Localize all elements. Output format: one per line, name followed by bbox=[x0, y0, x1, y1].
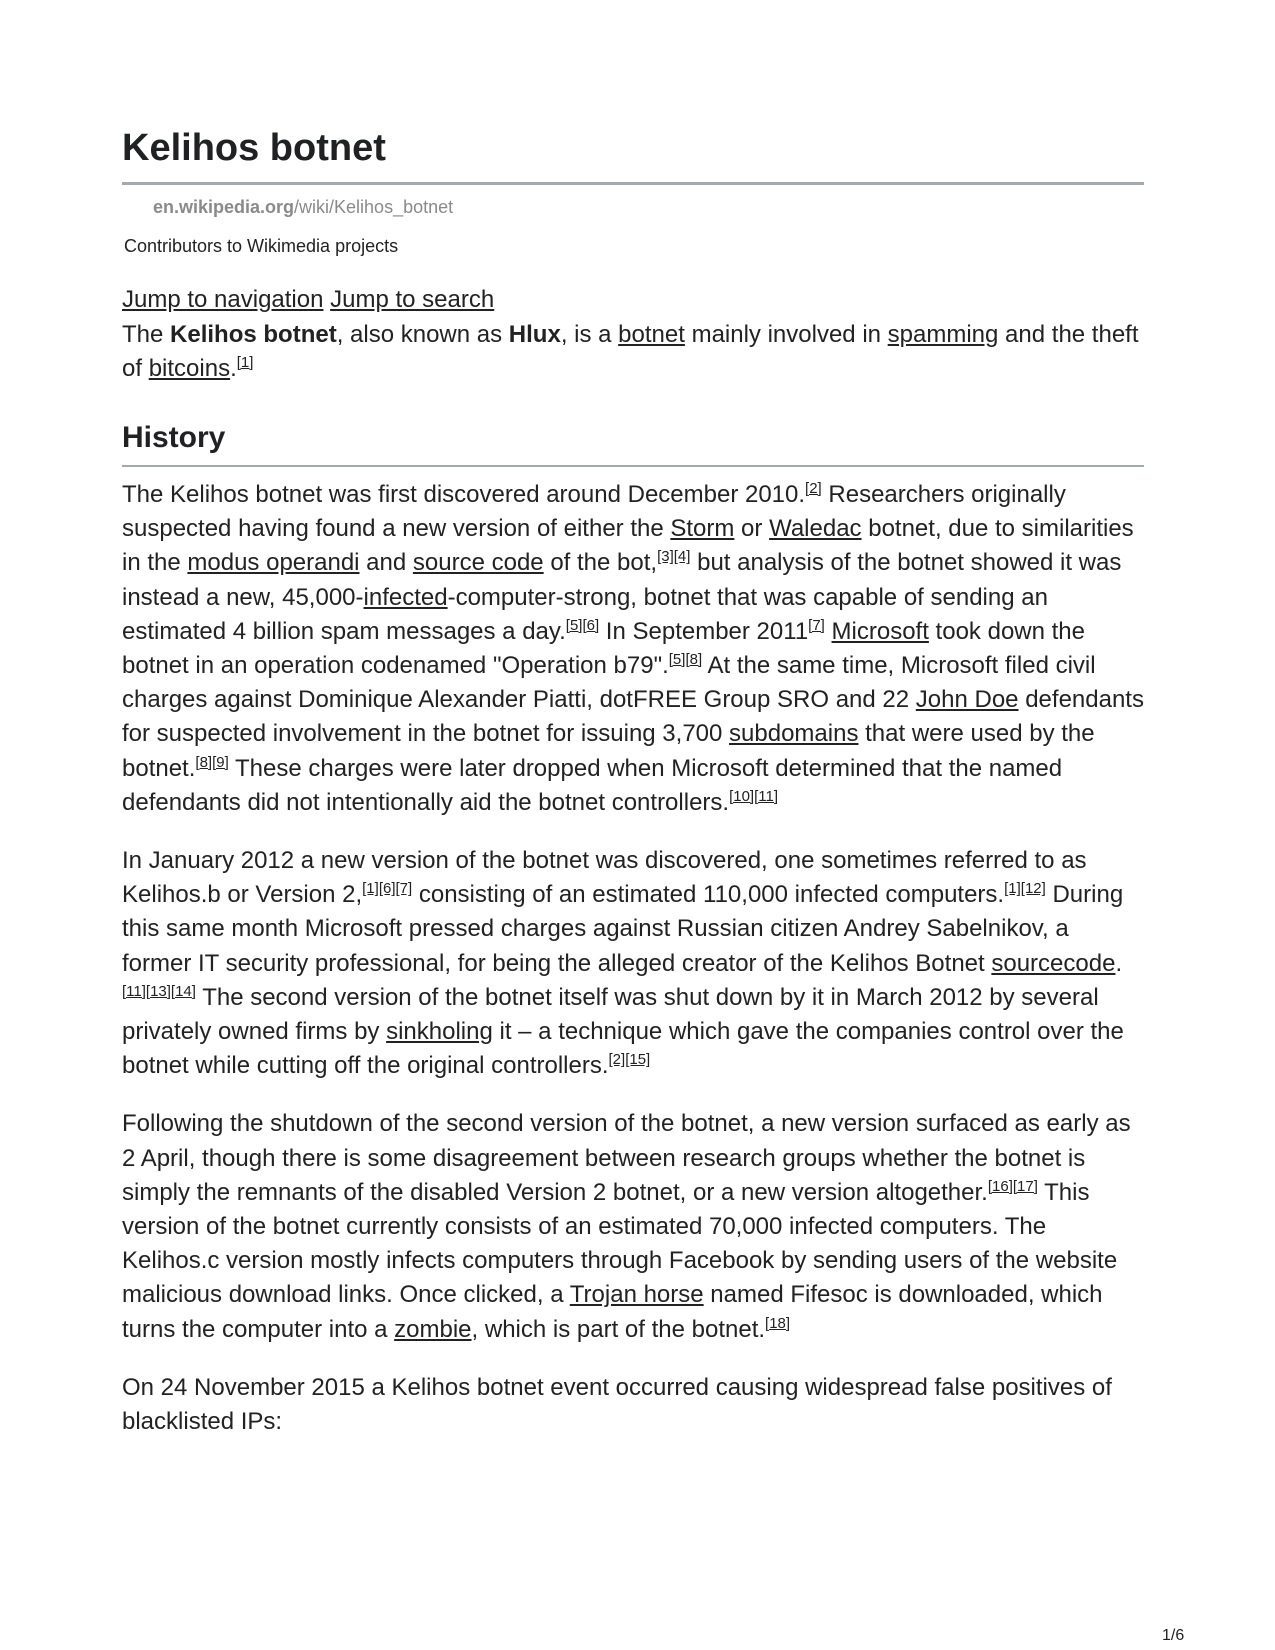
page-title: Kelihos botnet bbox=[122, 127, 386, 169]
link-john-doe[interactable]: John Doe bbox=[915, 686, 1019, 714]
text: . bbox=[230, 355, 237, 382]
history-section bbox=[122, 478, 1144, 1463]
link-modus-operandi[interactable]: modus operandi bbox=[187, 549, 360, 577]
link-sinkholing[interactable]: sinkholing bbox=[386, 1018, 493, 1046]
text: , also known as bbox=[336, 321, 509, 348]
history-paragraph-4 bbox=[122, 1371, 1144, 1439]
source-url bbox=[153, 196, 453, 218]
source-domain: en.wikipedia.org bbox=[153, 197, 295, 217]
text: and the theft of bbox=[122, 321, 1139, 382]
citation-link[interactable]: [5][8] bbox=[668, 651, 703, 669]
history-paragraph-1 bbox=[122, 478, 1144, 820]
text: These charges were later dropped when Microsoft determined that the named defendants did not intentionally aid the botnet controllers. bbox=[122, 754, 1063, 816]
text: The second version of the botnet itself was shut down by it in March 2012 by several privately owned firms by bbox=[122, 983, 1099, 1046]
title-divider bbox=[122, 182, 1144, 185]
history-paragraph-2 bbox=[122, 844, 1144, 1083]
link-infected[interactable]: infected bbox=[363, 583, 448, 611]
citation-link[interactable]: [16][17] bbox=[987, 1177, 1038, 1195]
text: botnet, due to similarities in the bbox=[122, 515, 1134, 577]
history-divider bbox=[122, 465, 1144, 467]
citation-link[interactable]: [7] bbox=[808, 616, 825, 634]
link-botnet[interactable]: botnet bbox=[618, 321, 685, 348]
text: In January 2012 a new version of the botnet was discovered, one sometimes referred to as Kelihos.b or Version 2, bbox=[122, 847, 1087, 909]
text bbox=[825, 618, 832, 645]
text: The Kelihos botnet was first discovered around December 2010. bbox=[122, 481, 806, 508]
link-bitcoins[interactable]: bitcoins bbox=[148, 355, 231, 382]
citation-link[interactable]: [11][13][14] bbox=[122, 982, 196, 1000]
citation-link[interactable]: [8][9] bbox=[195, 753, 229, 771]
link-waledac[interactable]: Waledac bbox=[769, 515, 862, 543]
bold-term: Hlux bbox=[508, 321, 561, 348]
link-subdomains[interactable]: subdomains bbox=[729, 720, 859, 748]
text: mainly involved in bbox=[684, 321, 888, 348]
citation-link[interactable]: [1][6][7] bbox=[362, 880, 413, 898]
text: . bbox=[1115, 949, 1123, 977]
citation-link[interactable]: [1] bbox=[236, 354, 254, 371]
text: In September 2011 bbox=[599, 617, 809, 645]
text: On 24 November 2015 a Kelihos botnet event occurred causing widespread false positives of blacklisted IPs: bbox=[122, 1373, 1112, 1436]
text: During this same month Microsoft pressed charges against Russian citizen Andrey Sabelnikov, a former IT security professional, for being the alleged creator of the Kelihos Botnet bbox=[122, 881, 1124, 977]
link-sourcecode[interactable]: sourcecode bbox=[991, 949, 1116, 977]
text: but analysis of the botnet showed it was instead a new, 45,000- bbox=[122, 549, 1122, 611]
bold-term: Kelihos botnet bbox=[170, 321, 337, 348]
text: Researchers originally suspected having found a new version of either the bbox=[122, 481, 1066, 543]
jump-to-navigation-link[interactable]: Jump to navigation bbox=[122, 286, 324, 313]
history-paragraph-3 bbox=[122, 1107, 1144, 1346]
link-storm[interactable]: Storm bbox=[670, 515, 735, 543]
text: , is a bbox=[560, 321, 619, 348]
citation-link[interactable]: [3][4] bbox=[657, 548, 691, 566]
link-spamming[interactable]: spamming bbox=[887, 321, 999, 348]
text: This version of the botnet currently consists of an estimated 70,000 infected computers. The Kelihos.c version mostly infects computers through Facebook by sending users of the website malicious download links. Once clicked, a bbox=[122, 1178, 1118, 1309]
jump-links bbox=[122, 284, 494, 316]
source-path: /wiki/Kelihos_botnet bbox=[294, 197, 454, 217]
text: At the same time, Microsoft filed civil charges against Dominique Alexander Piatti, dotFREE Group SRO and 22 bbox=[122, 652, 1096, 714]
text: that were used by the botnet. bbox=[122, 720, 1095, 782]
citation-link[interactable]: [2][15] bbox=[608, 1051, 651, 1069]
text: consisting of an estimated 110,000 infected computers. bbox=[412, 881, 1005, 909]
text: -computer-strong, botnet that was capable of sending an estimated 4 billion spam messages a day. bbox=[122, 583, 1048, 645]
text: or bbox=[734, 515, 770, 543]
text: it – a technique which gave the companies control over the botnet while cutting off the original controllers. bbox=[122, 1018, 1124, 1080]
text: , which is part of the botnet. bbox=[471, 1315, 766, 1343]
text: Following the shutdown of the second version of the botnet, a new version surfaced as early as 2 April, though there is some disagreement between research groups whether the botnet is simply the remnants of the disabled Version 2 botnet, or a new version altogether. bbox=[122, 1110, 1131, 1206]
page-number: 1/6 bbox=[1162, 1627, 1185, 1644]
history-heading: History bbox=[122, 421, 226, 454]
link-microsoft[interactable]: Microsoft bbox=[831, 617, 929, 645]
text: of the bot, bbox=[543, 549, 658, 577]
contributors-line: Contributors to Wikimedia projects bbox=[124, 236, 399, 256]
citation-link[interactable]: [2] bbox=[805, 480, 822, 497]
link-source-code[interactable]: source code bbox=[412, 549, 544, 577]
lead-paragraph bbox=[122, 318, 1144, 386]
text: and bbox=[359, 549, 413, 577]
jump-to-search-link[interactable]: Jump to search bbox=[330, 286, 495, 313]
citation-link[interactable]: [18] bbox=[765, 1314, 791, 1332]
text: named Fifesoc is downloaded, which turns the computer into a bbox=[122, 1281, 1103, 1343]
citation-link[interactable]: [10][11] bbox=[729, 787, 779, 805]
citation-link[interactable]: [1][12] bbox=[1004, 880, 1046, 898]
link-zombie[interactable]: zombie bbox=[394, 1315, 472, 1343]
text: The bbox=[122, 321, 171, 348]
citation-link[interactable]: [5][6] bbox=[565, 616, 600, 634]
link-trojan-horse[interactable]: Trojan horse bbox=[569, 1281, 704, 1309]
text: defendants for suspected involvement in the botnet for issuing 3,700 bbox=[122, 686, 1144, 748]
text: took down the botnet in an operation codenamed "Operation b79". bbox=[122, 617, 1085, 680]
